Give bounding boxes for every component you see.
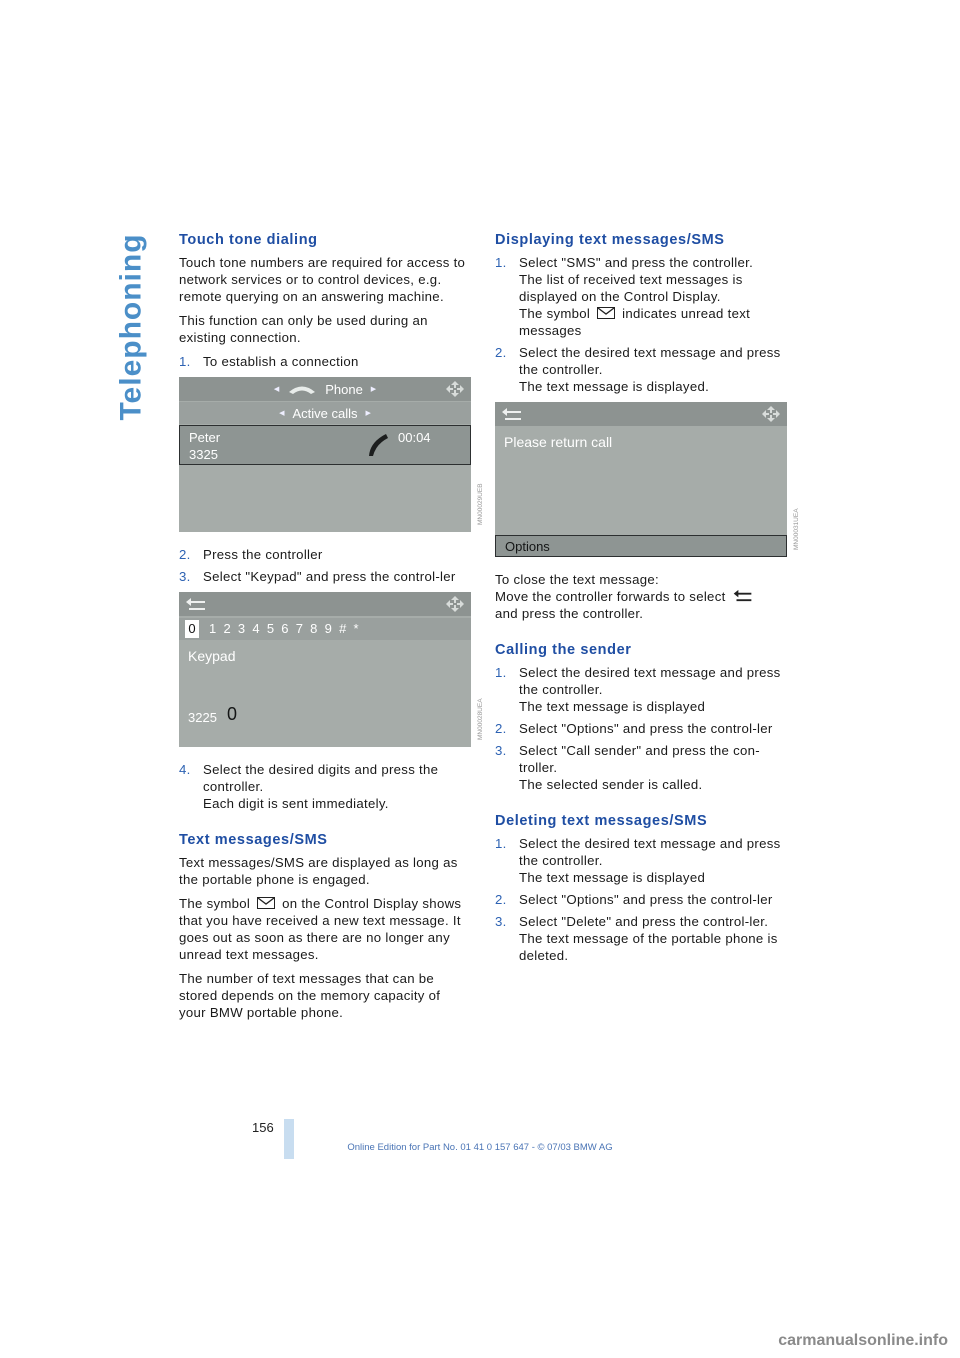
arrow-left-icon: ◀ [279,410,285,417]
list-item: 3. Select "Call sender" and press the con-troller. The selected sender is called. [495,743,760,792]
envelope-icon [597,307,615,319]
step-subtext: Each digit is sent immediately. [203,796,389,811]
heading-displaying-sms: Displaying text messages/SMS [495,232,725,248]
left-column [179,232,484,1028]
page-number: 156 [252,1120,274,1135]
list-item: 1. Select the desired text message and press the controller. The text message is displayed [495,836,781,885]
step-number: 3. [179,569,191,584]
call-active-icon [366,432,390,458]
heading-calling-sender: Calling the sender [495,642,632,658]
arrow-left-icon: ◀ [273,386,280,393]
call-duration: 00:04 [398,430,431,445]
footer-note: Online Edition for Part No. 01 41 0 157 647 - © 07/03 BMW AG [347,1142,613,1153]
phone-title: Phone [325,381,363,397]
selected-digit[interactable]: 0 [185,620,199,638]
step-number: 1. [179,354,191,369]
list-item [179,546,471,563]
dialed-number: 3225 [188,710,217,725]
caller-name: Peter [189,430,221,445]
step-number: 1. [495,255,507,270]
options-button[interactable] [495,535,787,557]
phone-screen [179,377,484,532]
caller-number: 3325 [189,447,218,462]
step-number: 2. [495,345,507,360]
list-item [179,568,471,585]
heading-text-messages: Text messages/SMS [179,832,328,848]
handset-icon [287,383,317,395]
list-item [179,353,471,370]
back-arrow-icon[interactable] [501,407,523,421]
envelope-icon [257,897,275,909]
arrow-right-icon: ▶ [370,386,377,393]
step-text: Select the desired digits and press the controller. [203,762,439,794]
message-screen [495,402,800,557]
options-label: Options [505,539,550,554]
list-item: 2. Select "Options" and press the control-ler [495,721,773,736]
paragraph: This function can only be used during an existing connection. [179,313,428,345]
list-item: 2. Select the desired text message and press the controller. The text message is displayed. [495,345,781,394]
paragraph: Text messages/SMS are displayed as long as the portable phone is engaged. [179,855,458,887]
message-title-bar [495,402,787,426]
phone-title-bar [179,377,471,401]
right-column [495,232,800,971]
resize-arrows-icon [445,380,465,398]
paragraph: Touch tone numbers are required for access to network services or to control devices, e.g. remote querying on an answering machine. [179,255,466,304]
paragraph: The symbol on the Control Display shows that you have received a new text message. It goes out as soon as there are no longer any unread text messages. [179,896,462,962]
heading-touch-tone: Touch tone dialing [179,232,318,248]
resize-arrows-icon [761,405,781,423]
watermark: carmanualsonline.info [778,1332,948,1349]
list-item: 2. Select "Options" and press the control-ler [495,892,773,907]
list-item: 1. Select "SMS" and press the controller. The list of received text messages is displayed on the Control Display. The symbol indicates unread text messages [495,255,754,338]
keypad-screen [179,592,484,747]
image-code: MN00031UEA [793,508,800,550]
step-text: Select "Keypad" and press the control-ler [203,569,456,584]
step-number: 2. [179,547,191,562]
digit-row [179,618,471,640]
back-arrow-icon[interactable] [185,597,207,611]
image-code: MN00029UEB [477,483,484,525]
keypad-title-bar [179,592,471,616]
paragraph: To close the text message: Move the controller forwards to select and press the controller. [495,571,787,622]
list-item: 3. Select "Delete" and press the control-ler. The text message of the portable phone is deleted. [495,914,778,963]
step-list [179,546,471,585]
section-title: Telephoning [115,233,148,421]
arrow-right-icon: ▶ [365,410,371,417]
step-text: Press the controller [203,547,323,562]
active-calls-tab[interactable] [179,402,471,424]
tab-label: Active calls [292,405,358,421]
paragraph: The number of text messages that can be stored depends on the memory capacity of your BMW portable phone. [179,971,441,1020]
digit-options[interactable]: 1 2 3 4 5 6 7 8 9 # * [209,621,359,636]
footer-bar [284,1119,294,1159]
step-list [495,254,787,395]
step-list [179,761,471,812]
heading-deleting-sms: Deleting text messages/SMS [495,813,708,829]
step-text: To establish a connection [203,354,359,369]
call-entry[interactable] [179,425,471,465]
keypad-label: Keypad [188,648,236,664]
step-list [495,835,787,964]
list-item: 1. Select the desired text message and press the controller. The text message is displayed [495,665,781,714]
message-text: Please return call [504,434,613,450]
step-list [179,353,471,370]
step-number: 4. [179,762,191,777]
back-arrow-icon [732,589,754,602]
image-code: MN00028UEA [477,698,484,740]
entered-digit: 0 [227,704,238,724]
list-item [179,761,471,812]
step-list [495,664,787,793]
resize-arrows-icon [445,595,465,613]
